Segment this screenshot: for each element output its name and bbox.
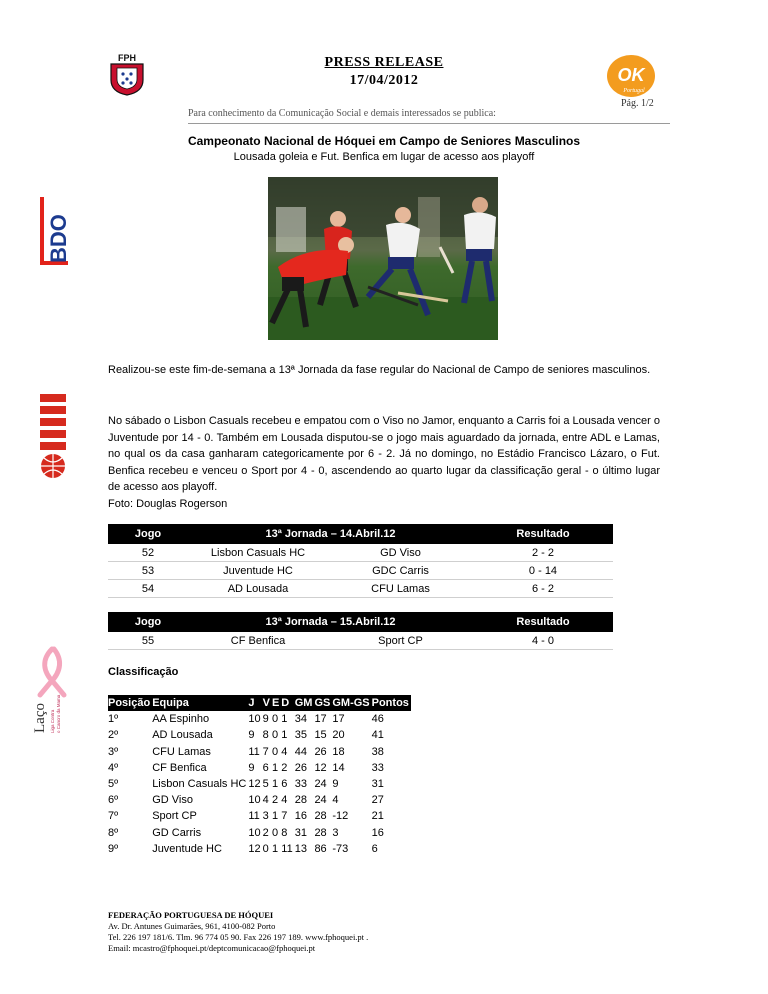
wins: 8 [262, 729, 269, 742]
table-row [108, 727, 411, 743]
goals-against: 12 [314, 761, 327, 774]
wins: 2 [262, 826, 269, 839]
goals-for: 34 [294, 713, 307, 726]
home-team: Juventude HC [188, 562, 328, 580]
goal-difference: -12 [332, 810, 349, 823]
team: GD Viso [152, 794, 193, 807]
laco-logo-subtext-2: o Cancro da Mama [56, 694, 61, 733]
article-headline: Campeonato Nacional de Hóquei em Campo de Seniores Masculinos [187, 134, 581, 148]
team: CF Benfica [152, 761, 207, 774]
ok-logo-text: OK [617, 65, 645, 85]
position: 9º [108, 842, 119, 855]
goals-for: 44 [294, 745, 307, 758]
col-j: J [248, 695, 262, 711]
article-subheadline: Lousada goleia e Fut. Benfica em lugar de acesso aos playoff [233, 151, 535, 163]
losses: 6 [281, 778, 288, 791]
goal-difference: 4 [332, 794, 339, 807]
wins: 9 [262, 713, 269, 726]
position: 1º [108, 713, 119, 726]
game-result: 2 - 2 [473, 544, 613, 562]
points: 41 [371, 729, 384, 742]
goal-difference: 20 [332, 729, 345, 742]
points: 46 [371, 713, 384, 726]
away-team: GD Viso [328, 544, 473, 562]
goal-difference: 18 [332, 745, 345, 758]
points: 33 [371, 761, 384, 774]
position: 3º [108, 745, 119, 758]
game-result: 4 - 0 [473, 632, 613, 650]
played: 11 [248, 810, 260, 823]
position: 4º [108, 761, 119, 774]
table-row [108, 711, 411, 727]
col-gs: GS [314, 695, 332, 711]
losses: 11 [281, 842, 293, 855]
ok-portugal-logo [606, 54, 656, 100]
wins: 0 [262, 842, 269, 855]
footer-address: Av. Dr. Antunes Guimarães, 961, 4100-082 Porto [108, 921, 276, 931]
col-d: D [281, 695, 294, 711]
publication-notice: Para conhecimento da Comunicação Social e demais interessados se publica: [188, 108, 496, 119]
game-result: 6 - 2 [473, 580, 613, 598]
position: 6º [108, 794, 119, 807]
bdo-logo [38, 195, 70, 267]
ok-logo-subtext: Portugal [623, 88, 645, 94]
draws: 2 [271, 794, 279, 807]
position: 5º [108, 778, 119, 791]
away-team: GDC Carris [328, 562, 473, 580]
home-team: Lisbon Casuals HC [188, 544, 328, 562]
article-paragraph-1: Realizou-se este fim-de-semana a 13ª Jornada da fase regular do Nacional de Campo de seniores masculinos. [108, 364, 651, 376]
goal-difference: 9 [332, 778, 339, 791]
laco-logo-subtext-1: Liga Contra [50, 709, 55, 733]
table-row [108, 632, 613, 650]
wins: 4 [262, 794, 269, 807]
goal-difference: -73 [332, 842, 349, 855]
sponsor-ball-logo [36, 392, 70, 480]
match-photo [268, 177, 498, 340]
col-round: 13ª Jornada – 14.Abril.12 [188, 524, 473, 544]
draws: 0 [271, 826, 279, 839]
game-number: 52 [108, 544, 188, 562]
draws: 0 [271, 729, 279, 742]
table-row [108, 841, 411, 857]
goals-for: 13 [294, 842, 307, 855]
col-gm-gs: GM-GS [332, 695, 371, 711]
header-divider [188, 123, 670, 124]
goals-against: 15 [314, 729, 327, 742]
footer-email: Email: mcastro@fphoquei.pt/deptcomunicacao@fphoquei.pt [108, 943, 316, 953]
losses: 8 [281, 826, 288, 839]
played: 10 [248, 826, 261, 839]
col-pontos: Pontos [372, 695, 411, 711]
col-gm: GM [295, 695, 315, 711]
laco-logo [28, 645, 76, 735]
goals-against: 28 [314, 826, 327, 839]
col-jogo: Jogo [108, 612, 188, 632]
results-table-header [108, 524, 613, 544]
losses: 4 [281, 794, 288, 807]
draws: 1 [271, 761, 279, 774]
goals-against: 26 [314, 745, 327, 758]
played: 12 [248, 778, 261, 791]
home-team: AD Lousada [188, 580, 328, 598]
col-v: V [263, 695, 272, 711]
team: AD Lousada [152, 729, 213, 742]
position: 8º [108, 826, 119, 839]
results-table-sunday [108, 612, 613, 650]
col-round: 13ª Jornada – 15.Abril.12 [188, 612, 473, 632]
table-row [108, 776, 411, 792]
game-result: 0 - 14 [473, 562, 613, 580]
points: 31 [371, 778, 384, 791]
goal-difference: 17 [332, 713, 345, 726]
goals-for: 33 [294, 778, 307, 791]
draws: 1 [271, 842, 279, 855]
goals-for: 26 [294, 761, 307, 774]
svg-text:FPH: FPH [118, 53, 136, 63]
bdo-logo-text: BDO [46, 214, 70, 263]
goals-against: 24 [314, 778, 327, 791]
table-row [108, 792, 411, 808]
page-number: Pág. 1/2 [621, 98, 654, 109]
losses: 2 [281, 761, 288, 774]
losses: 4 [281, 745, 288, 758]
table-row [108, 544, 613, 562]
goal-difference: 14 [332, 761, 345, 774]
table-row [108, 760, 411, 776]
standings-header [108, 695, 411, 711]
goals-against: 17 [314, 713, 327, 726]
points: 21 [371, 810, 384, 823]
points: 16 [371, 826, 384, 839]
results-table-saturday [108, 524, 613, 598]
press-release-title: PRESS RELEASE [324, 55, 444, 70]
article-paragraph-2: No sábado o Lisbon Casuals recebeu e empatou com o Viso no Jamor, enquanto a Carris foi a Lousada vencer o Juventude por 14 - 0. Também em Lousada disputou-se o jogo mais aguardado da jornada, entre ADL e Lamas, no qual os da casa ganharam categoricamente por 6 - 2. Já no domingo, no Estádio Francisco Lázaro, o Fut. Benfica recebeu e venceu o Sport por 4 - 0, ascendendo ao quarto lugar da classificação geral - o último lugar de acesso aos playoff. [108, 415, 660, 494]
col-resultado: Resultado [473, 612, 613, 632]
table-row [108, 825, 411, 841]
played: 10 [248, 713, 261, 726]
table-row [108, 808, 411, 824]
draws: 1 [271, 778, 279, 791]
press-release-date: 17/04/2012 [349, 73, 419, 88]
points: 38 [371, 745, 384, 758]
results-table-header [108, 612, 613, 632]
goals-for: 31 [294, 826, 307, 839]
wins: 5 [262, 778, 269, 791]
table-row [108, 580, 613, 598]
position: 7º [108, 810, 119, 823]
wins: 7 [262, 745, 269, 758]
position: 2º [108, 729, 119, 742]
col-equipa: Equipa [152, 695, 248, 711]
home-team: CF Benfica [188, 632, 328, 650]
played: 12 [248, 842, 261, 855]
footer-org: FEDERAÇÃO PORTUGUESA DE HÓQUEI [108, 910, 274, 920]
played: 10 [248, 794, 261, 807]
game-number: 53 [108, 562, 188, 580]
footer-contacts: Tel. 226 197 181/6. Tlm. 96 774 05 90. Fax 226 197 189. www.fphoquei.pt . [108, 932, 369, 942]
standings-table [108, 695, 411, 857]
game-number: 55 [108, 632, 188, 650]
laco-logo-text: Laço [32, 703, 48, 733]
wins: 6 [262, 761, 269, 774]
col-posicao: Posição [108, 695, 152, 711]
away-team: Sport CP [328, 632, 473, 650]
losses: 7 [281, 810, 288, 823]
played: 9 [248, 729, 255, 742]
away-team: CFU Lamas [328, 580, 473, 598]
team: Lisbon Casuals HC [152, 778, 247, 791]
standings-title: Classificação [108, 666, 179, 678]
goal-difference: 3 [332, 826, 339, 839]
points: 27 [371, 794, 384, 807]
draws: 0 [271, 713, 279, 726]
draws: 1 [271, 810, 279, 823]
draws: 0 [271, 745, 279, 758]
photo-credit: Foto: Douglas Rogerson [108, 498, 228, 510]
team: Sport CP [152, 810, 197, 823]
goals-against: 86 [314, 842, 327, 855]
team: Juventude HC [152, 842, 222, 855]
team: GD Carris [152, 826, 202, 839]
table-row [108, 562, 613, 580]
played: 9 [248, 761, 255, 774]
goals-for: 16 [294, 810, 307, 823]
table-row [108, 744, 411, 760]
losses: 1 [281, 729, 288, 742]
points: 6 [371, 842, 378, 855]
col-jogo: Jogo [108, 524, 188, 544]
wins: 3 [262, 810, 269, 823]
goals-for: 35 [294, 729, 307, 742]
team: AA Espinho [152, 713, 210, 726]
game-number: 54 [108, 580, 188, 598]
goals-against: 28 [314, 810, 327, 823]
col-resultado: Resultado [473, 524, 613, 544]
losses: 1 [281, 713, 288, 726]
team: CFU Lamas [152, 745, 211, 758]
goals-for: 28 [294, 794, 307, 807]
goals-against: 24 [314, 794, 327, 807]
col-e: E [272, 695, 281, 711]
played: 11 [248, 745, 260, 758]
